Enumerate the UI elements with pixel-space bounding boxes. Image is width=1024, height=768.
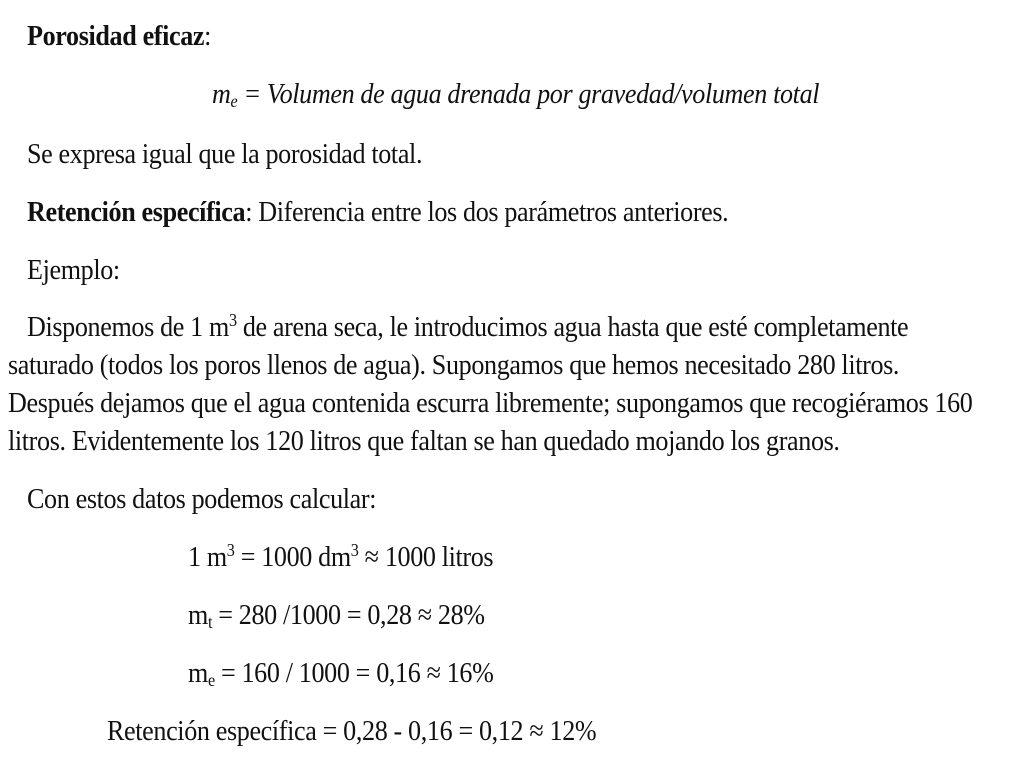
calc-2-symbol: m (188, 599, 208, 631)
paragraph-line-1 (27, 310, 909, 343)
calc-line-4: Retención específica = 0,28 - 0,16 = 0,12 ≈ 12% (107, 715, 597, 747)
calc-3-sub: e (207, 669, 215, 690)
calc-line-3 (188, 659, 494, 688)
retencion-heading: Retención específica (27, 196, 246, 228)
calc-1-c: ≈ 1000 litros (358, 541, 494, 573)
calc-2-sub: t (207, 611, 213, 632)
formula-rhs: = Volumen de agua drenada por gravedad/volumen total (237, 78, 820, 110)
formula-subscript: e (230, 90, 238, 111)
formula-symbol: m (212, 78, 231, 110)
porosidad-eficaz-title: Porosidad eficaz (27, 20, 205, 52)
paragraph-line-1-a: Disponemos de 1 m (27, 311, 229, 343)
calc-1-sup-b: 3 (350, 540, 359, 561)
retencion-text: : Diferencia entre los dos parámetros anteriores. (245, 196, 729, 228)
calc-line-2 (188, 601, 485, 630)
paragraph-line-1-b: de arena seca, le introducimos agua hasta que esté completamente (236, 311, 909, 343)
porosidad-eficaz-formula (212, 80, 819, 109)
paragraph-line-3: Después dejamos que el agua contenida escurra libremente; supongamos que recogiéramos 160 (8, 387, 973, 419)
calc-1-b: = 1000 dm (234, 541, 351, 573)
porosidad-eficaz-heading (27, 22, 211, 51)
retencion-especifica-line (27, 198, 728, 227)
paragraph-line-2: saturado (todos los poros llenos de agua). Supongamos que hemos necesitado 280 litros. (8, 349, 900, 381)
superscript-3: 3 (228, 310, 237, 331)
paragraph-line-4: litros. Evidentemente los 120 litros que faltan se han quedado mojando los granos. (8, 425, 840, 457)
calc-2-rest: = 280 /1000 = 0,28 ≈ 28% (212, 599, 485, 631)
expresa-text: Se expresa igual que la porosidad total. (27, 138, 423, 170)
calc-line-1 (188, 540, 494, 573)
calc-1-a: 1 m (188, 541, 227, 573)
ejemplo-label: Ejemplo: (27, 254, 120, 286)
heading-colon: : (204, 20, 212, 52)
calc-3-symbol: m (188, 657, 208, 689)
calc-1-sup-a: 3 (226, 540, 235, 561)
calcular-text: Con estos datos podemos calcular: (27, 483, 377, 515)
calc-3-rest: = 160 / 1000 = 0,16 ≈ 16% (214, 657, 494, 689)
